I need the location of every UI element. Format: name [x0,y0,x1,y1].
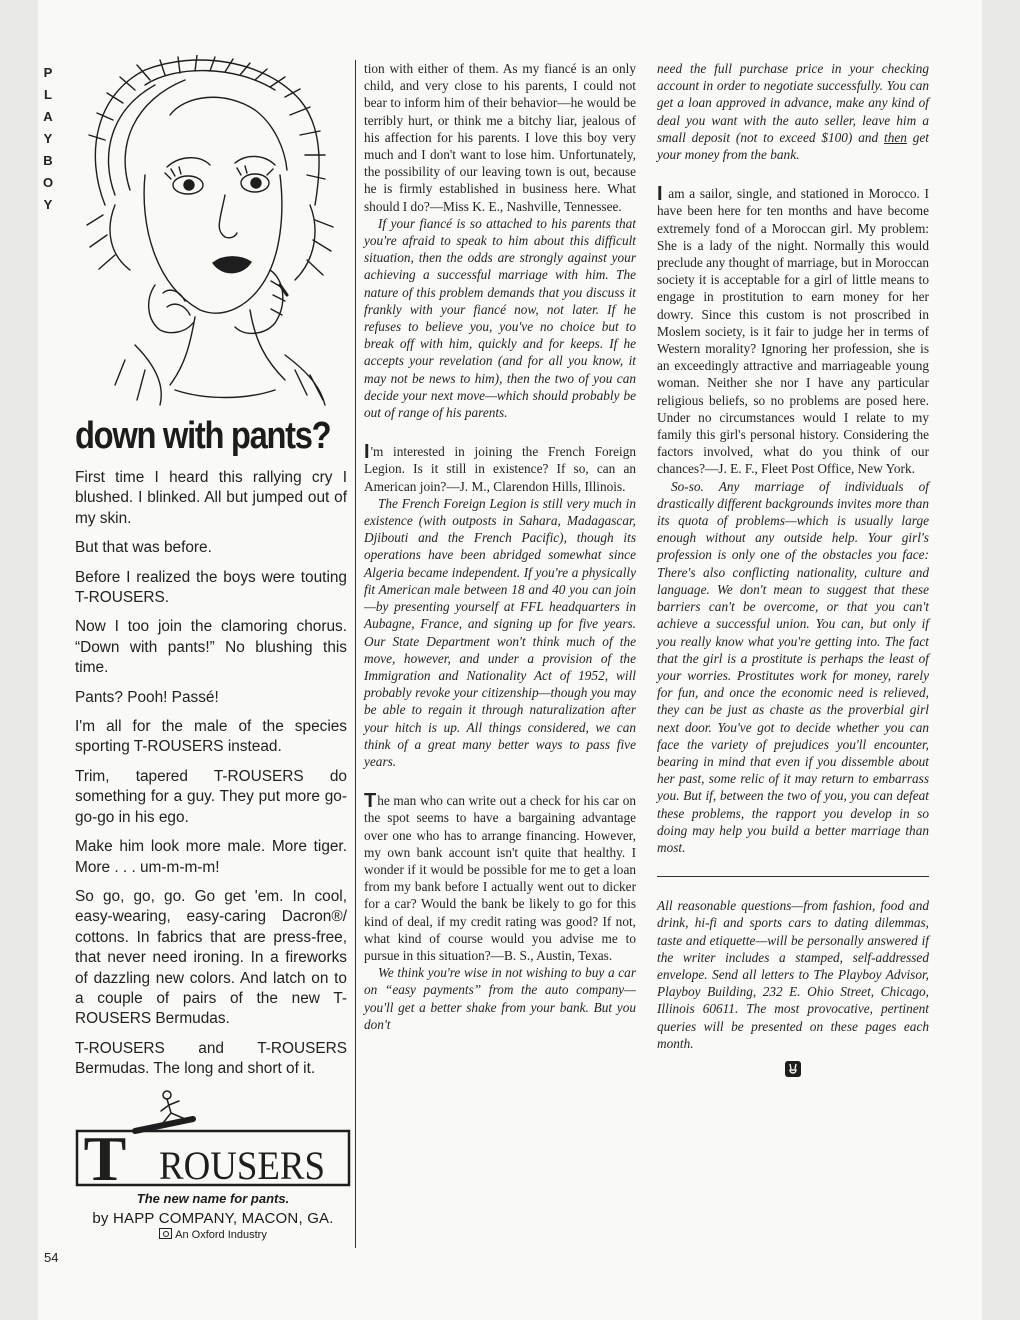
section-divider [657,876,929,877]
ad-paragraph: Before I realized the boys were touting T-ROUSERS. [75,568,347,607]
ad-paragraph: So go, go, go. Go get 'em. In cool, easy-wearing, easy-caring Dacron®/ cottons. In fabrics that are press-free, that never need ironing. In a fireworks of dazzling new colors. And latch on to a couple of pairs of the new T-ROUSERS Bermudas. [75,887,347,1028]
ad-oxford-line [75,1228,351,1241]
logo-word: ROUSERS [159,1143,325,1187]
answer-text: We think you're wise in not wishing to buy a car on “easy payments” from the auto company—you'll get a better shake from your bank. But you don't [364,965,636,1032]
playboy-bunny-icon [784,1060,802,1078]
drop-cap: I [364,441,370,464]
ad-paragraph: Make him look more male. More tiger. More . . . um-m-m-m! [75,838,347,876]
drop-cap: I [657,183,663,206]
letter-text: tion with either of them. As my fiancé is an only child, and very close to his parents, I could not bear to inform him of their behavior—he would be terribly hurt, or think me a bitchy liar, jealous of his affection for his parents. I love this boy very much and I don't want to lose him. Unfortunately, the possibility of our leaving town is out, because he is firmly established in business here. What should I do?—Miss K. E., Nashville, Tennessee. [364,61,636,214]
ad-paragraph: But that was before. [75,539,212,557]
brand-block [75,1087,351,1241]
masthead: PLAYBOY [42,65,54,212]
answer-text: need the full purchase price in your checking account in order to negotiate successfully. You can get a loan approved in advance, make any kind of deal you want with the auto seller, leave him a small deposit (not to exceed $100) and then get your money from the bank. [657,61,929,163]
ad-company: by HAPP COMPANY, MACON, GA. [92,1210,334,1227]
answer-text: The French Foreign Legion is still very much in existence (with outposts in Sahara, Madagascar, Djibouti and the French Pacific), though its operations have been abridged somewhat since Algeria became independent. If you're a physically fit American male between 18 and 40 you can join—by presenting yourself at FFL headquarters in Aubagne, France, and signing up for five years. Our State Department won't think much of the move, however, and under a provision of the Immigration and Nationality Act of 1952, will probably revoke your citizenship—though you may be able to regain it through naturalization after your hitch is up. All things considered, we can think of a great many better ways to pass five years. [364,495,636,769]
oxford-logo-icon [159,1228,172,1239]
woman-illustration [75,55,347,410]
column-rule [355,60,356,1248]
advisor-footer-note: All reasonable questions—from fashion, food and drink, hi-fi and sports cars to dating dilemmas, taste and etiquette—will be personally answered if the writer includes a stamped, self-addressed envelope. Send all letters to The Playboy Advisor, Playboy Building, 232 E. Ohio Street, Chicago, Illinois 60611. The most provocative, pertinent queries will be presented on these pages each month. [657,898,929,1051]
page-number: 54 [44,1250,59,1265]
ad-tagline: The new name for pants. [136,1191,290,1206]
letter-text: I'm interested in joining the French Foreign Legion. Is it still in existence? If so, can an American join?—J. M., Clarendon Hills, Illinois. [364,441,636,494]
trousers-logo [75,1087,351,1187]
advisor-column-3 [657,60,929,1078]
ad-paragraph: I'm all for the male of the species sporting T-ROUSERS instead. [75,718,347,756]
trousers-ad [75,55,347,1241]
letter-text: The man who can write out a check for his car on the spot seems to have a bargaining advantage over one who has to arrange financing. However, my own bank account isn't quite that healthy. I wonder if it would be possible for me to get a loan from my bank before I actually went out to dicker for a car? Would the bank be likely to go for this kind of deal, if my credit rating was good? If not, what kind of course would you advise me to pursue in this situation?—B. S., Austin, Texas. [364,790,636,963]
ad-paragraph: First time I heard this rallying cry I blushed. I blinked. All but jumped out of my skin. [75,469,347,527]
ad-paragraph: Pants? Pooh! Passé! [75,688,219,706]
letter-text: I am a sailor, single, and stationed in Morocco. I have been here for ten months and have become extremely fond of a Moroccan girl. My problem: She is a lady of the night. Normally this would preclude any thought of marriage, but in Moroccan society it is acceptable for a girl of little means to engage in prostitution to earn money for her dowry. Since this custom is not proscribed in Moslem society, is it fair to judge her in terms of Western morality? Ignoring her profession, she is an exceedingly attractive and marriageable young woman. Neither she nor I have any particular religious beliefs, so no problems are posed here. Under no circumstances would I relate to my family this girl's personal history. Considering the factors involved, what do you think of our chances?—J. E. F., Fleet Post Office, New York. [657,183,929,477]
answer-text: So-so. Any marriage of individuals of drastically different backgrounds invites more than its quota of problems—which is usually large enough without any outside help. Your girl's profession is only one of the obstacles you face: There's also conflicting nationality, culture and language. We don't mean to suggest that these barriers can't be overcome, or that you can't achieve a successful union. You can, but only if you really know what you're getting into. The fact that the girl is a prostitute is perhaps the least of your worries. Prostitutes work for money, rarely for fun, and once the economic need is relieved, they can be just as chaste as the proverbial girl next door. You've got to decide whether you can face the variety of prejudices you'll encounter, bearing in mind that even if you dissemble about her past, some relic of it may return to embarrass you. But if, between the two of you, you can defeat these problems, the rapport you develop in so doing may help you build a better marriage than most. [657,478,929,855]
ad-paragraph: T-ROUSERS and T-ROUSERS Bermudas. The long and short of it. [75,1039,347,1078]
ad-paragraph: Trim, tapered T-ROUSERS do something for a guy. They put more go-go-go in his ego. [75,767,347,826]
advisor-column-2 [364,60,636,1033]
logo-letter: T [83,1123,127,1187]
ad-headline: down with pants? [75,415,331,457]
ad-paragraph: Now I too join the clamoring chorus. “Down with pants!” No blushing this time. [75,618,347,677]
drop-cap: T [364,790,377,813]
answer-text: If your fiancé is so attached to his parents that you're afraid to speak to him about this difficult situation, then the odds are strongly against your achieving a successful marriage with him. The nature of this problem demands that you discuss it frankly with your fiancé now, not later. If he refuses to believe you, you've no choice but to break off with him, quickly and for keeps. If he accepts your revelation (and for all you know, it may not be news to him), then the two of you can decide your next move—which should probably be out of range of his parents. [364,215,636,421]
oxford-text: An Oxford Industry [175,1229,267,1241]
